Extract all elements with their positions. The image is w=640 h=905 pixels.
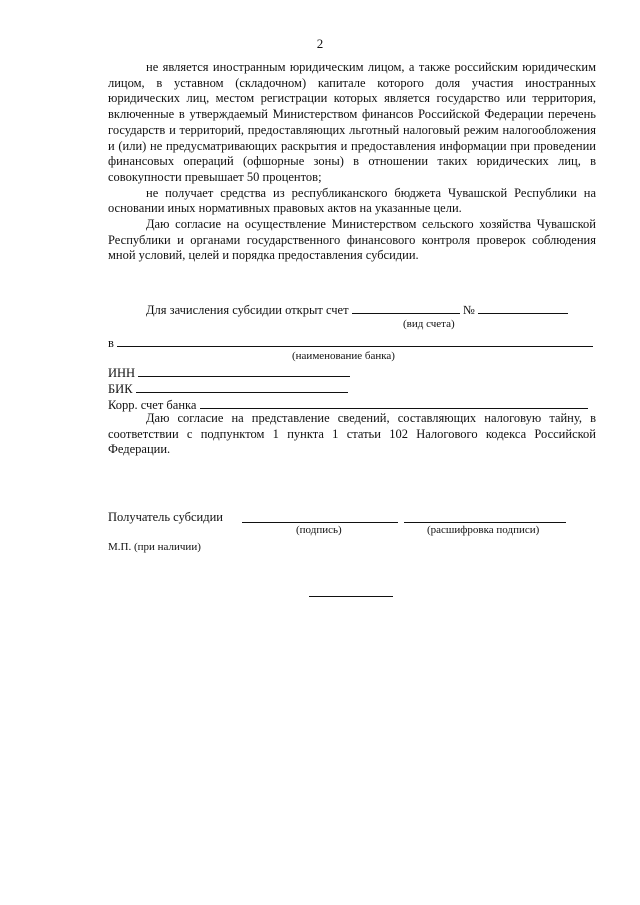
document-body [108, 60, 596, 264]
account-label: Для зачисления субсидии открыт счет [146, 303, 349, 317]
account-type-caption: (вид счета) [403, 318, 455, 330]
signature-decode-field[interactable] [404, 522, 566, 523]
recipient-row [108, 510, 223, 525]
inn-field[interactable] [138, 364, 350, 377]
bank-prefix: в [108, 336, 114, 350]
account-type-field[interactable] [352, 301, 460, 314]
inn-row [108, 364, 350, 381]
recipient-label: Получатель субсидии [108, 510, 223, 524]
corr-account-field[interactable] [200, 396, 588, 409]
paragraph-consent-tax-secret: Даю согласие на представление сведений, составляющих налоговую тайну, в соответствии с подпунктом 1 пункта 1 статьи 102 Налогового кодекса Российской Федерации. [108, 411, 596, 457]
account-row [146, 301, 568, 318]
signature-field[interactable] [242, 522, 398, 523]
signature-caption: (подпись) [296, 524, 342, 536]
consent-tax-secret-block [108, 411, 596, 458]
account-number-field[interactable] [478, 301, 568, 314]
bik-label: БИК [108, 382, 133, 396]
account-number-sign: № [462, 303, 475, 317]
paragraph-foreign-entity: не является иностранным юридическим лицом, а также российским юридическим лицом, в уставном (складочном) капитале которого доля участия иностранных юридических лиц, местом регистрации которых является государство или территория, включенные в утверждаемый Министерством финансов Российской Федерации перечень государств и территорий, предоставляющих льготный налоговый режим налогообложения и (или) не предусматривающих раскрытия и предоставления информации при проведении финансовых операций (офшорные зоны) в отношении таких юридических лиц, в совокупности превышает 50 процентов; [108, 60, 596, 184]
bank-name-caption: (наименование банка) [292, 350, 395, 362]
inn-label: ИНН [108, 366, 136, 380]
closing-divider [309, 596, 393, 597]
bik-field[interactable] [136, 380, 348, 393]
paragraph-consent-inspection: Даю согласие на осуществление Министерством сельского хозяйства Чувашской Республики и органами государственного финансового контроля проверок соблюдения мной условий, целей и порядка предоставления субсидии. [108, 217, 596, 263]
corr-account-label: Корр. счет банка [108, 398, 197, 412]
page-number: 2 [316, 36, 324, 51]
paragraph-budget-funds: не получает средства из республиканского бюджета Чувашской Республики на основании иных нормативных правовых актов на указанные цели. [108, 185, 596, 216]
bank-name-field[interactable] [117, 334, 593, 347]
bank-row [108, 334, 593, 351]
bik-row [108, 380, 348, 397]
signature-decode-caption: (расшифровка подписи) [427, 524, 540, 536]
stamp-note: М.П. (при наличии) [108, 541, 201, 553]
